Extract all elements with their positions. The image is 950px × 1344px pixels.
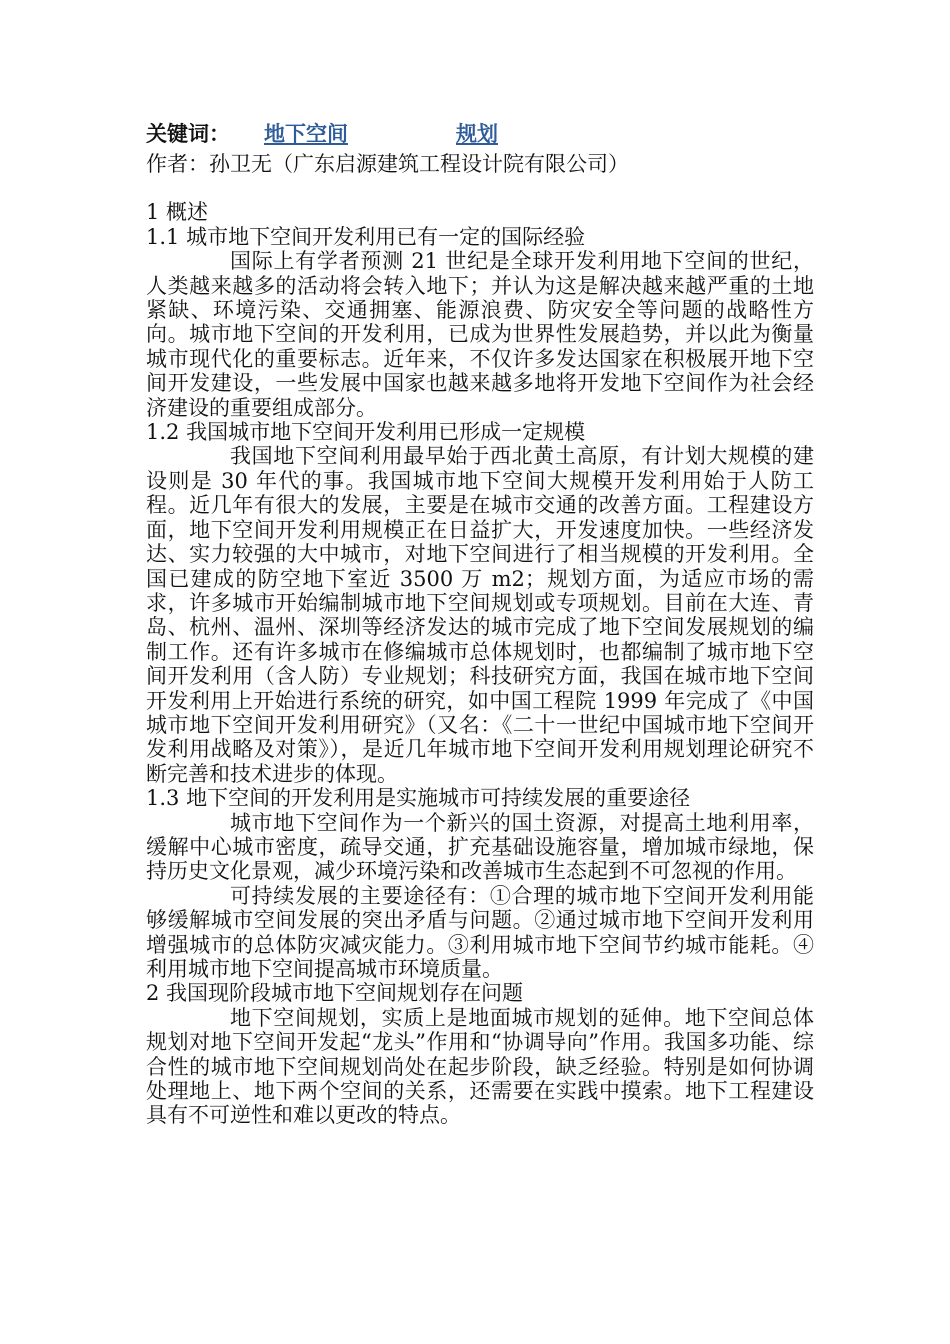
keyword-link-planning[interactable]: 规划 (456, 122, 498, 146)
author-line: 作者：孙卫无（广东启源建筑工程设计院有限公司） (146, 152, 629, 176)
section-heading-1-2: 1.2 我国城市地下空间开发利用已形成一定规模 (146, 420, 586, 445)
section-heading-1-3: 1.3 地下空间的开发利用是实施城市可持续发展的重要途径 (146, 786, 691, 811)
section-heading-2: 2 我国现阶段城市地下空间规划存在问题 (146, 981, 524, 1006)
paragraph-1: 国际上有学者预测 21 世纪是全球开发利用地下空间的世纪，人类越来越多的活动将会转入地下；并认为这是解决越来越严重的土地紧缺、环境污染、交通拥塞、能源浪费、防灾安全等问题的战略性方向。城市地下空间的开发利用，已成为世界性发展趋势，并以此为衡量城市现代化的重要标志。近年来，不仅许多发达国家在积极展开地下空间开发建设，一些发展中国家也越来越多地将开发地下空间作为社会经济建设的重要组成部分。 (146, 249, 814, 420)
section-heading-1: 1 概述 (146, 200, 209, 225)
paragraph-5: 地下空间规划，实质上是地面城市规划的延伸。地下空间总体规划对地下空间开发起“龙头”作用和“协调导向”作用。我国多功能、综合性的城市地下空间规划尚处在起步阶段，缺乏经验。特别是如何协调处理地上、地下两个空间的关系，还需要在实践中摸索。地下工程建设具有不可逆性和难以更改的特点。 (146, 1005, 814, 1128)
section-heading-1-1: 1.1 城市地下空间开发利用已有一定的国际经验 (146, 224, 586, 249)
keyword-link-underground-space[interactable]: 地下空间 (264, 122, 348, 146)
keywords-label: 关键词： (146, 122, 230, 146)
paragraph-2: 我国地下空间利用最早始于西北黄土高原，有计划大规模的建设则是 30 年代的事。我国城市地下空间大规模开发利用始于人防工程。近几年有很大的发展，主要是在城市交通的改善方面。工程建设方面，地下空间开发利用规模正在日益扩大，开发速度加快。一些经济发达、实力较强的大中城市，对地下空间进行了相当规模的开发利用。全国已建成的防空地下室近 3500 万 m2；规划方面，为适应市场的需求，许多城市开始编制城市地下空间规划或专项规划。目前在大连、青岛、杭州、温州、深圳等经济发达的城市完成了地下空间发展规划的编制工作。还有许多城市在修编城市总体规划时，也都编制了城市地下空间开发利用（含人防）专业规划；科技研究方面，我国在城市地下空间开发利用上开始进行系统的研究，如中国工程院 1999 年完成了《中国城市地下空间开发利用研究》（又名：《二十一世纪中国城市地下空间开发利用战略及对策》），是近几年城市地下空间开发利用规划理论研究不断完善和技术进步的体现。 (146, 444, 814, 786)
paragraph-3: 城市地下空间作为一个新兴的国土资源，对提高土地利用率，缓解中心城市密度，疏导交通，扩充基础设施容量，增加城市绿地，保持历史文化景观，减少环境污染和改善城市生态起到不可忽视的作用。 (146, 810, 814, 884)
document-page (146, 122, 814, 1128)
keywords-line (146, 122, 814, 152)
paragraph-4: 可持续发展的主要途径有：①合理的城市地下空间开发利用能够缓解城市空间发展的突出矛盾与问题。②通过城市地下空间开发利用增强城市的总体防灾减灾能力。③利用城市地下空间节约城市能耗。④利用城市地下空间提高城市环境质量。 (146, 883, 814, 981)
